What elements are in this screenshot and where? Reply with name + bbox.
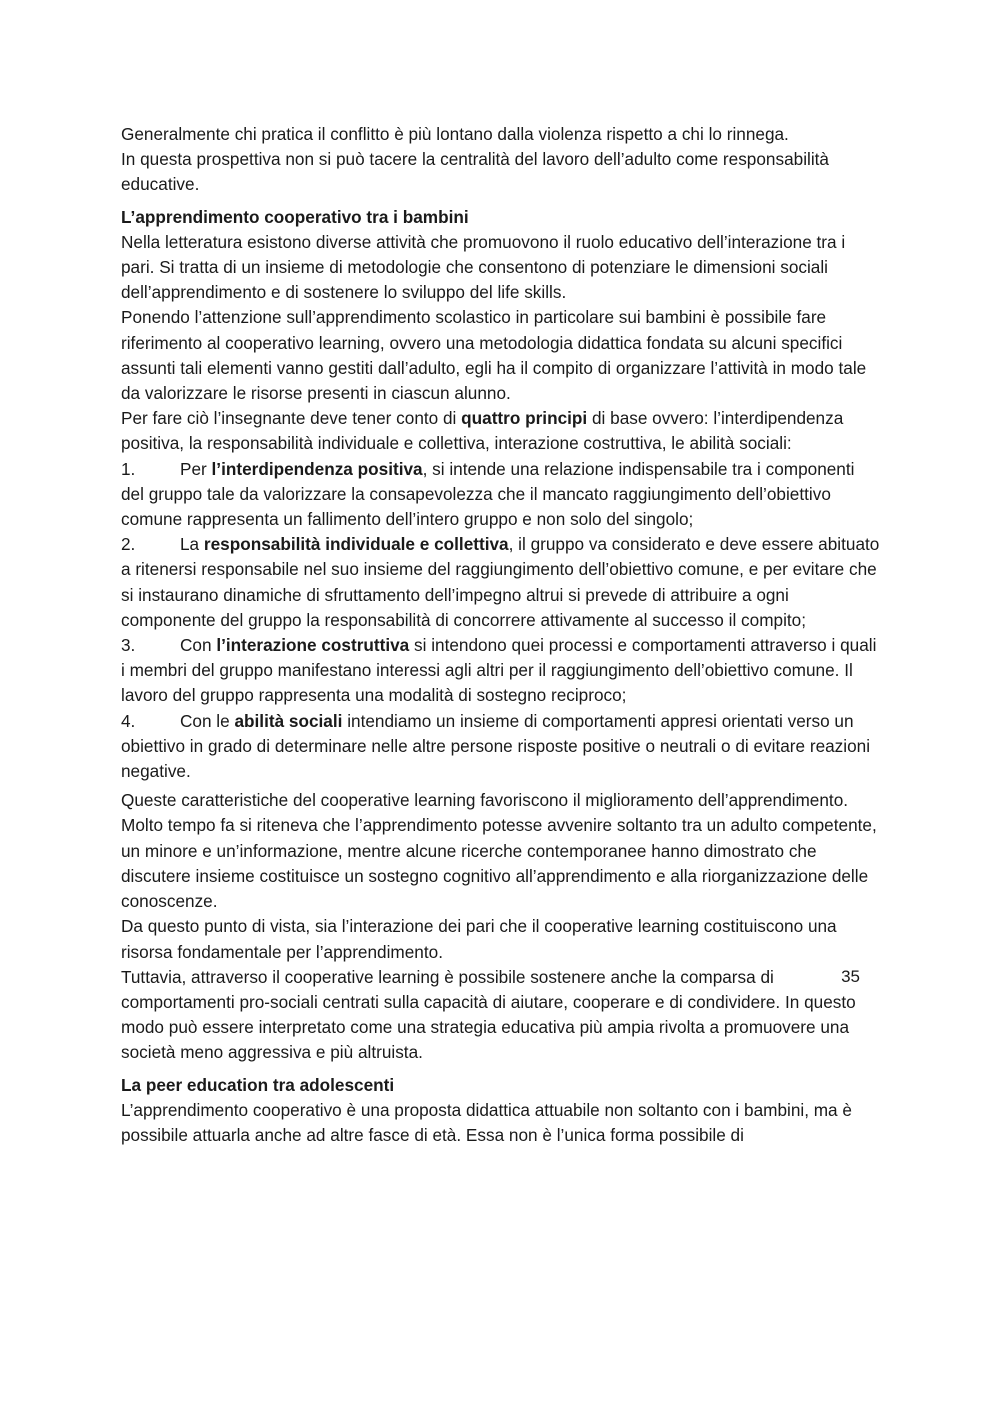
paragraph: Nella letteratura esistono diverse attività che promuovono il ruolo educativo dell’interazione tra i pari. Si tratta di un insieme di metodologie che consentono di potenziare le dimensioni sociali dell’apprendimento e di sostenere lo sviluppo del life skills. [121,231,846,303]
paragraph: Queste caratteristiche del cooperative learning favoriscono il miglioramento dell’apprendimento. Molto tempo fa si riteneva che l’apprendimento potesse avvenire soltanto tra un adulto competente, un minore e un’informazione, mentre alcune ricerche contemporanee hanno dimostrato che discutere insieme costituisce un sostegno cognitivo all’apprendimento e alla riorganizzazione delle conoscenze. [121,790,877,912]
list-item [121,709,881,785]
text-span: , si intende una relazione indispensabile tra i componenti del gruppo tale da valorizzare la consapevolezza che il mancato raggiungimento dell’obiettivo comune rappresenta un fallimento dell’intero gruppo e non solo del singolo; [121,458,855,530]
text-span: La [180,534,204,555]
list-number: 4. [121,710,136,731]
paragraph [121,406,881,456]
list-number: 1. [121,458,136,479]
body-text [121,122,881,1148]
list-item [121,532,881,633]
bold-term: l’interazione costruttiva [216,635,410,656]
paragraph: Generalmente chi pratica il conflitto è più lontano dalla violenza rispetto a chi lo rinnega. [121,124,789,144]
list-number: 3. [121,635,136,656]
section-heading: L’apprendimento cooperativo tra i bambini [121,206,469,227]
text-span: Con le [180,710,235,731]
bold-term: l’interdipendenza positiva [211,458,423,479]
text-span: si intendono quei processi e comportamenti attraverso i quali i membri del gruppo manifestano interessi agli altri per il raggiungimento dell’obiettivo comune. Il lavoro del gruppo rappresenta una modalità di sostegno reciproco; [121,635,877,706]
paragraph: In questa prospettiva non si può tacere la centralità del lavoro dell’adulto come responsabilità educative. [121,149,829,195]
text-span: di base ovvero: l’interdipendenza positiva, la responsabilità individuale e collettiva, interazione costruttiva, le abilità sociali: [121,408,844,454]
section-heading: La peer education tra adolescenti [121,1074,395,1095]
text-span: Per [180,458,212,479]
text-span: Con [180,635,217,656]
list-number: 2. [121,534,136,555]
text-span: , il gruppo va considerato e deve essere abituato a ritenersi responsabile nel suo insieme del raggiungimento dell’obiettivo comune, e per evitare che si instaurano dinamiche di sfruttamento dell’impegno altrui si prevede di attribuire a ogni componente del gruppo la responsabilità di concorrere attivamente al successo il compito; [121,534,880,630]
list-item [121,457,881,533]
bold-term: abilità sociali [234,710,343,731]
bold-term: quattro principi [461,408,588,429]
page-number: 35 [841,967,860,986]
bold-term: responsabilità individuale e collettiva [203,534,509,555]
paragraph: Ponendo l’attenzione sull’apprendimento scolastico in particolare sui bambini è possibile fare riferimento al cooperativo learning, ovvero una metodologia didattica fondata su alcuni specifici assunti tali elementi vanno gestiti dall’adulto, egli ha il compito di organizzare l’attività in modo tale da valorizzare le risorse presenti in ciascun alunno. [121,307,867,404]
list-item [121,633,881,709]
paragraph: Da questo punto di vista, sia l’interazione dei pari che il cooperative learning costituiscono una risorsa fondamentale per l’apprendimento. [121,916,837,962]
text-span: intendiamo un insieme di comportamenti appresi orientati verso un obiettivo in grado di determinare nelle altre persone risposte positive o neutrali o di evitare reazioni negative. [121,710,871,782]
paragraph: L’apprendimento cooperativo è una proposta didattica attuabile non soltanto con i bambini, ma è possibile attuarla anche ad altre fasce di età. Essa non è l’unica forma possibile di [121,1099,852,1145]
text-span: Per fare ciò l’insegnante deve tener conto di [121,408,462,429]
paragraph: Tuttavia, attraverso il cooperative learning è possibile sostenere anche la comparsa di comportamenti pro-sociali centrati sulla capacità di aiutare, cooperare e di condividere. In questo modo può essere interpretato come una strategia educativa più ampia rivolta a promuovere una società meno aggressiva e più altruista. [121,966,856,1063]
